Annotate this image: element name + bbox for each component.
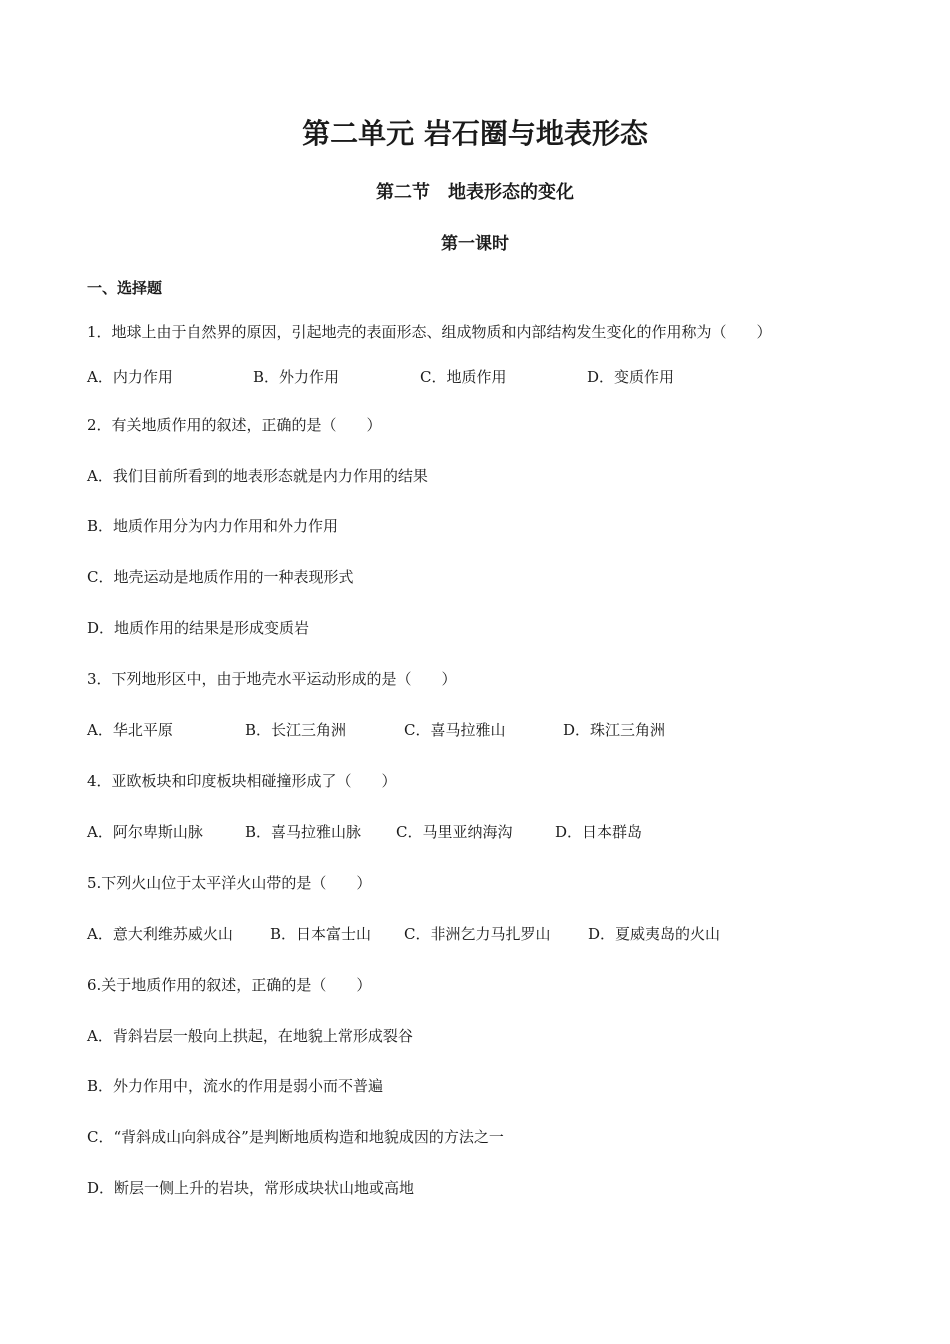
q3-option-b: B．长江三角洲 — [245, 721, 347, 739]
q4-option-b: B．喜马拉雅山脉 — [245, 823, 362, 841]
q4-option-d: D．日本群岛 — [555, 823, 643, 841]
q5-option-a: A．意大利维苏威火山 — [87, 925, 233, 943]
q4-option-c: C．马里亚纳海沟 — [396, 823, 513, 841]
question-3-stem: 3．下列地形区中，由于地壳水平运动形成的是（ ） — [87, 670, 457, 688]
q1-option-c: C．地质作用 — [420, 368, 507, 386]
q2-option-d: D．地质作用的结果是形成变质岩 — [87, 619, 310, 637]
q3-option-a: A．华北平原 — [87, 721, 173, 739]
q6-option-b: B．外力作用中，流水的作用是弱小而不普遍 — [87, 1077, 384, 1095]
question-4-stem: 4．亚欧板块和印度板块相碰撞形成了（ ） — [87, 772, 397, 790]
q6-option-d: D．断层一侧上升的岩块，常形成块状山地或高地 — [87, 1179, 415, 1197]
q3-option-d: D．珠江三角洲 — [563, 721, 666, 739]
question-1-stem: 1．地球上由于自然界的原因，引起地壳的表面形态、组成物质和内部结构发生变化的作用称为（ ） — [87, 323, 772, 341]
q6-option-a: A．背斜岩层一般向上拱起，在地貌上常形成裂谷 — [87, 1027, 413, 1045]
q2-option-c: C．地壳运动是地质作用的一种表现形式 — [87, 568, 354, 586]
question-5-stem: 5.下列火山位于太平洋火山带的是（ ） — [87, 874, 372, 892]
q2-option-b: B．地质作用分为内力作用和外力作用 — [87, 517, 339, 535]
question-2-stem: 2．有关地质作用的叙述，正确的是（ ） — [87, 416, 382, 434]
q5-option-b: B．日本富士山 — [270, 925, 372, 943]
q1-option-a: A．内力作用 — [87, 368, 173, 386]
section-heading: 一、选择题 — [87, 279, 163, 297]
q4-option-a: A．阿尔卑斯山脉 — [87, 823, 203, 841]
q5-option-c: C．非洲乞力马扎罗山 — [404, 925, 551, 943]
q3-option-c: C．喜马拉雅山 — [404, 721, 506, 739]
q1-option-d: D．变质作用 — [587, 368, 675, 386]
q1-option-b: B．外力作用 — [253, 368, 340, 386]
q2-option-a: A．我们目前所看到的地表形态就是内力作用的结果 — [87, 467, 428, 485]
section-subtitle: 第二节 地表形态的变化 — [376, 182, 574, 203]
q6-option-c: C．“背斜成山向斜成谷”是判断地质构造和地貌成因的方法之一 — [87, 1128, 504, 1146]
lesson-label: 第一课时 — [441, 234, 509, 254]
page-title: 第二单元 岩石圈与地表形态 — [302, 117, 648, 150]
question-6-stem: 6.关于地质作用的叙述，正确的是（ ） — [87, 976, 372, 994]
q5-option-d: D．夏威夷岛的火山 — [588, 925, 721, 943]
